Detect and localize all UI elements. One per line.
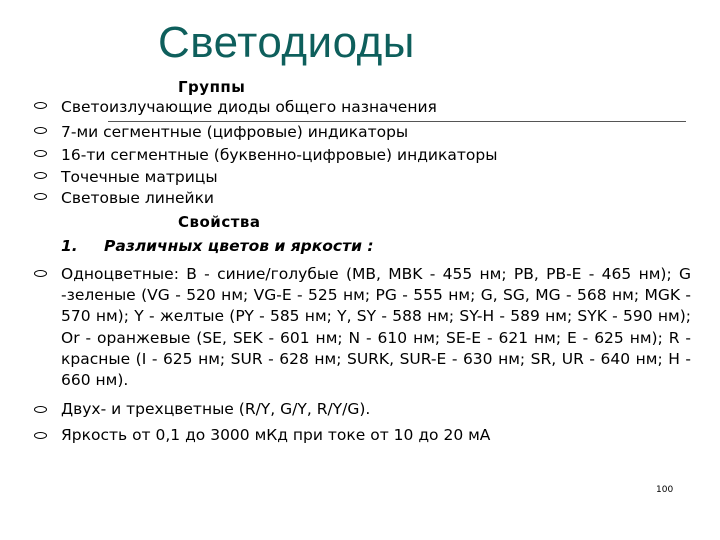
property-item: Двух- и трехцветные (R/Y, G/Y, R/Y/G). bbox=[61, 400, 371, 418]
bullet-icon bbox=[34, 127, 47, 134]
property-item: Одноцветные: В - синие/голубые (MB, MBK - 455 нм; PB, PB-E - 465 нм); G -зеленые (VG - 520 нм; VG-E - 525 нм; PG - 555 нм; G, SG, MG - 568 нм; MGK - 570 нм); Y - желтые (PY - 585 нм; Y, SY - 588 нм; SY-H - 589 нм; SYK - 590 нм); Or - оранжевые (SE, SEK - 601 нм; N - 610 нм; SE-E - 621 нм; E - 625 нм); R - красные (I - 625 нм; SUR - 628 нм; SURK, SUR-E - 630 нм; SR, UR - 640 нм; H - 660 нм). bbox=[61, 265, 691, 390]
group-item: Точечные матрицы bbox=[61, 168, 218, 186]
group-item: 16-ти сегментные (буквенно-цифровые) индикаторы bbox=[61, 146, 498, 164]
bullet-icon bbox=[34, 102, 47, 109]
bullet-icon bbox=[34, 150, 47, 157]
divider bbox=[108, 121, 686, 122]
group-item: Световые линейки bbox=[61, 189, 215, 207]
page-number: 100 bbox=[656, 485, 674, 495]
bullet-icon bbox=[34, 172, 47, 179]
properties-heading: Свойства bbox=[178, 213, 261, 231]
group-item: 7-ми сегментные (цифровые) индикаторы bbox=[61, 123, 409, 141]
bullet-icon bbox=[34, 193, 47, 200]
item-text: Различных цветов и яркости : bbox=[104, 237, 374, 255]
item-number: 1. bbox=[61, 237, 78, 255]
bullet-icon bbox=[34, 432, 47, 439]
bullet-icon bbox=[34, 270, 47, 277]
groups-heading: Группы bbox=[178, 78, 246, 96]
group-item: Светоизлучающие диоды общего назначения bbox=[61, 98, 437, 116]
numbered-item bbox=[61, 237, 374, 255]
bullet-icon bbox=[34, 406, 47, 413]
slide-title: Светодиоды bbox=[158, 18, 415, 67]
property-item: Яркость от 0,1 до 3000 мКд при токе от 10 до 20 мА bbox=[61, 426, 491, 444]
